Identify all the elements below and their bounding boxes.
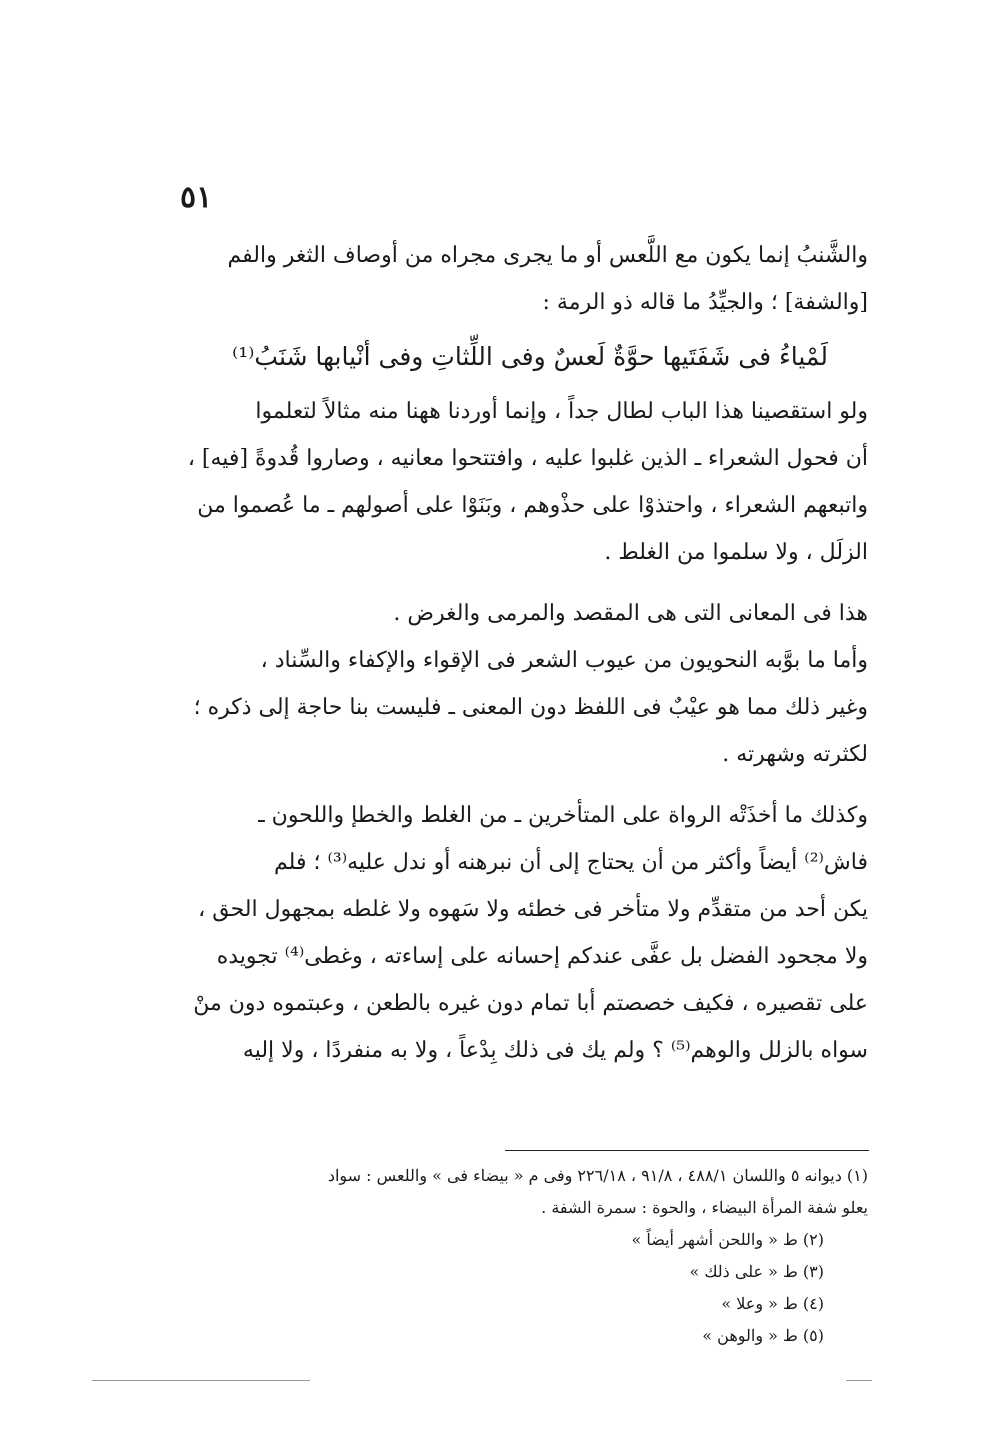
text-line: وأما ما بوَّبه النحويون من عيوب الشعر فى الإقواء والإكفاء والسِّناد ، [260,648,868,673]
text-line: الزلَل ، ولا سلموا من الغلط . [604,540,868,565]
footnote: (٣) ط « على ذلك » [689,1262,824,1281]
footnote-divider [505,1150,869,1151]
poetry-verse: لَمْياءُ فى شَفَتَيها حوَّةٌ لَعسٌ وفى اللِّثاتِ وفى أنْيابها شَنَبُ⁽¹⁾ [232,342,828,371]
text-line: [والشفة] ؛ والجيِّدُ ما قاله ذو الرمة : [542,290,868,315]
text-line: وغير ذلك مما هو عيْبٌ فى اللفظ دون المعنى ـ فليست بنا حاجة إلى ذكره ؛ [193,695,868,720]
text-line: والشَّنبُ إنما يكون مع اللَّعس أو ما يجرى مجراه من أوصاف الثغر والفم [227,243,868,268]
text-line: ولا مجحود الفضل بل عفَّى عندكم إحسانه على إساءته ، وغطى⁽⁴⁾ تجويده [216,944,868,969]
footnote: (١) ديوانه ٥ واللسان ٤٨٨/١ ، ٩١/٨ ، ٢٢٦/١٨ وفى م « بيضاء فى » واللعس : سواد [327,1166,868,1185]
text-line: فاش⁽²⁾ أيضاً وأكثر من أن يحتاج إلى أن نبرهنه أو ندل عليه⁽³⁾ ؛ فلم [274,850,868,875]
text-line: سواه بالزلل والوهم⁽⁵⁾ ؟ ولم يك فى ذلك بِدْعاً ، ولا به منفردًا ، ولا إليه [242,1038,868,1063]
page-number: ٥١ [180,180,213,215]
text-line: هذا فى المعانى التى هى المقصد والمرمى والغرض . [393,601,868,626]
text-line: لكثرته وشهرته . [722,742,868,767]
footnotes [180,1160,868,1352]
main-text [180,232,868,1074]
scan-edge-line [846,1380,872,1381]
text-line: واتبعهم الشعراء ، واحتذوْا على حذْوهم ، وبَنَوْا على أصولهم ـ ما عُصموا من [197,493,868,518]
footnote: (٢) ط « واللحن أشهر أيضاً » [631,1230,824,1249]
footnote-continuation: يعلو شفة المرأة البيضاء ، والحوة : سمرة الشفة . [541,1198,868,1217]
text-line: أن فحول الشعراء ـ الذين غلبوا عليه ، وافتتحوا معانيه ، وصاروا قُدوةً [فيه] ، [187,446,868,471]
text-line: ولو استقصينا هذا الباب لطال جداً ، وإنما أوردنا ههنا منه مثالاً لتعلموا [255,399,868,424]
footnote: (٤) ط « وعلا » [721,1294,824,1313]
text-line: على تقصيره ، فكيف خصصتم أبا تمام دون غيره بالطعن ، وعبتموه دون منْ [193,991,868,1016]
scan-edge-line [92,1380,310,1381]
text-line: يكن أحد من متقدِّم ولا متأخر فى خطئه ولا سَهوه ولا غلطه بمجهول الحق ، [198,897,868,922]
footnote: (٥) ط « والوهن » [702,1326,824,1345]
text-line: وكذلك ما أخذَتْه الرواة على المتأخرين ـ من الغلط والخطإ واللحون ـ [258,803,868,828]
